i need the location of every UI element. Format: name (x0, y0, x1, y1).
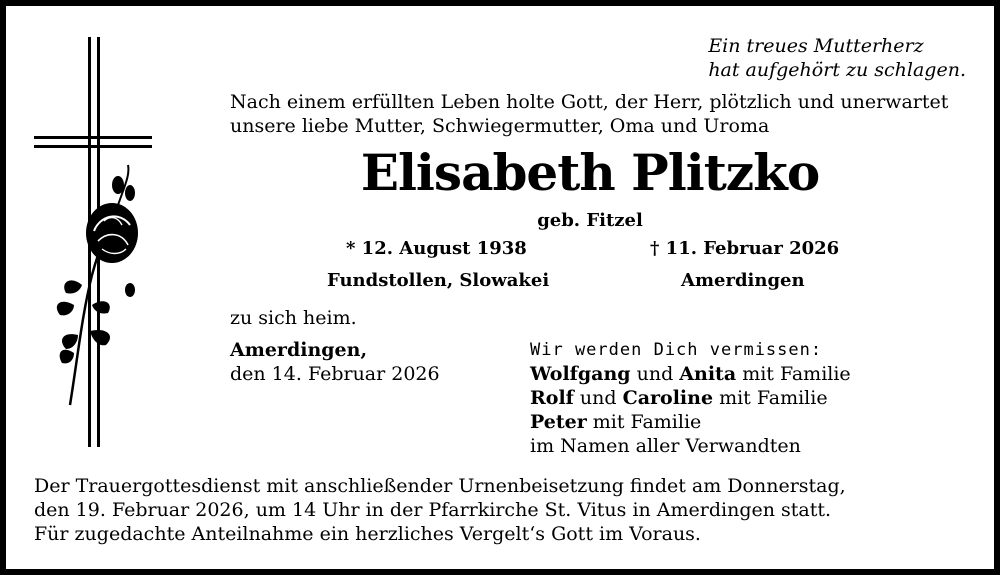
connector: und (573, 387, 623, 409)
mourner-line-3 (530, 410, 851, 434)
family-suffix: mit Familie (736, 363, 851, 385)
family-suffix: mit Familie (713, 387, 828, 409)
mourner-line-4: im Namen aller Verwandten (530, 435, 801, 457)
mourner-name: Anita (679, 363, 737, 385)
intro-text (230, 90, 948, 138)
service-line-1: Der Trauergottesdienst mit anschließender Urnenbeisetzung findet am Donnerstag, (34, 475, 846, 497)
motto-line-2: hat aufgehört zu schlagen. (708, 59, 966, 81)
service-line-2: den 19. Februar 2026, um 14 Uhr in der Pfarrkirche St. Vitus in Amerdingen statt. (34, 499, 832, 521)
place: Amerdingen, (230, 339, 368, 361)
birth-name: geb. Fitzel (537, 210, 643, 231)
death-date: † 11. Februar 2026 (650, 238, 840, 259)
birth-date: * 12. August 1938 (346, 238, 527, 259)
mourner-name: Caroline (622, 387, 714, 409)
service-info (34, 474, 846, 546)
family-suffix: mit Familie (586, 411, 702, 433)
heim-text: zu sich heim. (230, 307, 357, 329)
cross-with-rose-icon (30, 35, 160, 450)
mourner-name: Peter (530, 411, 587, 433)
mourners-heading: Wir werden Dich vermissen: (530, 340, 823, 360)
connector: und (630, 363, 680, 385)
date: den 14. Februar 2026 (230, 363, 440, 385)
motto (708, 34, 966, 82)
intro-line-1: Nach einem erfüllten Leben holte Gott, der Herr, plötzlich und unerwartet (230, 91, 949, 113)
mourner-line-1 (530, 362, 851, 386)
deceased-name: Elisabeth Plitzko (360, 143, 820, 202)
mourner-line-2 (530, 386, 851, 410)
mourner-name: Rolf (530, 387, 574, 409)
mourners-list (530, 338, 851, 458)
place-date (230, 338, 440, 386)
death-place: Amerdingen (681, 270, 805, 291)
birth-place: Fundstollen, Slowakei (327, 270, 550, 291)
motto-line-1: Ein treues Mutterherz (708, 35, 924, 57)
mourner-name: Wolfgang (530, 363, 631, 385)
intro-line-2: unsere liebe Mutter, Schwiegermutter, Oma und Uroma (230, 115, 770, 137)
service-line-3: Für zugedachte Anteilnahme ein herzliches Vergelt‘s Gott im Voraus. (34, 523, 701, 545)
